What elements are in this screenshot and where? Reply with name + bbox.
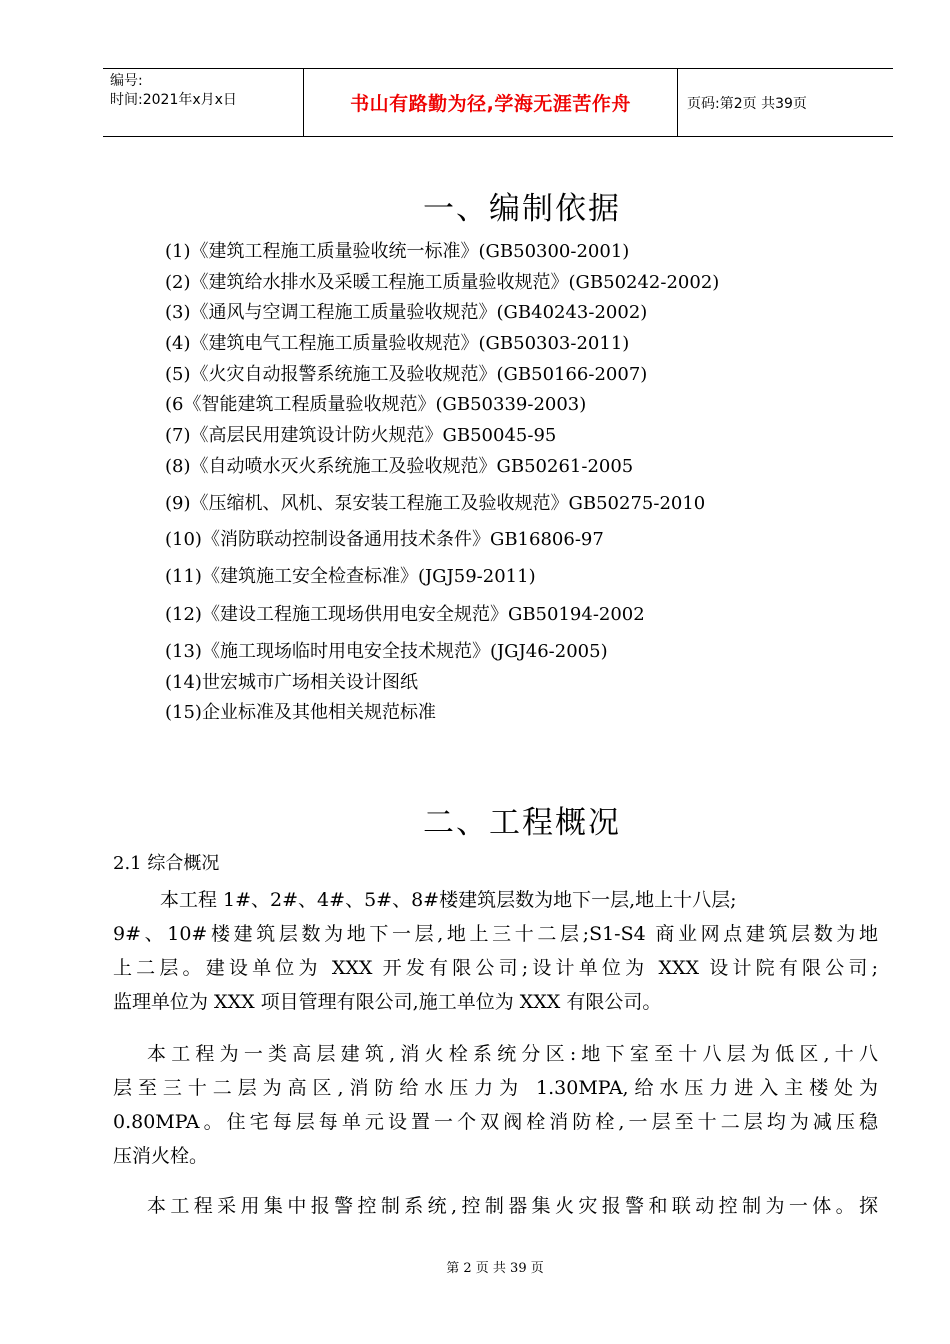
reference-item: (2)《建筑给水排水及采暖工程施工质量验收规范》(GB50242-2002) xyxy=(165,272,720,293)
paragraph-line: 层至三十二层为高区,消防给水压力为 1.30MPA,给水压力进入主楼处为 xyxy=(113,1077,878,1099)
paragraph-line: 0.80MPA。住宅每层每单元设置一个双阀栓消防栓,一层至十二层均为减压稳 xyxy=(113,1111,878,1133)
reference-item: (3)《通风与空调工程施工质量验收规范》(GB40243-2002) xyxy=(165,302,648,323)
paragraph-line: 本工程为一类高层建筑,消火栓系统分区:地下室至十八层为低区,十八 xyxy=(147,1043,878,1065)
paragraph-line: 监理单位为 XXX 项目管理有限公司,施工单位为 XXX 有限公司。 xyxy=(113,991,662,1013)
header-page-cell xyxy=(678,69,893,136)
section2-subtitle: 2.1 综合概况 xyxy=(113,853,220,874)
overview-paragraph-2 xyxy=(113,1037,878,1173)
reference-item: (1)《建筑工程施工质量验收统一标准》(GB50300-2001) xyxy=(165,241,630,262)
section1-title: 一、编制依据 xyxy=(423,191,621,227)
reference-item: (4)《建筑电气工程施工质量验收规范》(GB50303-2011) xyxy=(165,333,630,354)
header-table xyxy=(103,68,893,137)
motto: 书山有路勤为径,学海无涯苦作舟 xyxy=(350,93,631,115)
paragraph-line: 压消火栓。 xyxy=(113,1145,209,1167)
paragraph-line: 上二层。建设单位为 XXX 开发有限公司;设计单位为 XXX 设计院有限公司; xyxy=(113,957,878,979)
reference-item: (6《智能建筑工程质量验收规范》(GB50339-2003) xyxy=(165,394,587,415)
paragraph-line: 本工程 1#、2#、4#、5#、8#楼建筑层数为地下一层,地上十八层; xyxy=(160,889,737,911)
reference-item: (9)《压缩机、风机、泵安装工程施工及验收规范》GB50275-2010 xyxy=(165,493,706,514)
reference-item: (11)《建筑施工安全检查标准》(JGJ59-2011) xyxy=(165,566,536,587)
reference-item: (10)《消防联动控制设备通用技术条件》GB16806-97 xyxy=(165,529,604,550)
time-label: 时间:2021年x月x日 xyxy=(110,92,237,108)
number-label: 编号: xyxy=(110,73,143,89)
paragraph-line: 9#、10#楼建筑层数为地下一层,地上三十二层;S1-S4 商业网点建筑层数为地 xyxy=(113,923,878,945)
reference-item: (14)世宏城市广场相关设计图纸 xyxy=(165,672,418,693)
header-motto-cell xyxy=(304,69,678,136)
overview-paragraph-1 xyxy=(113,883,878,1019)
reference-item: (15)企业标准及其他相关规范标准 xyxy=(165,702,436,723)
header-left-cell xyxy=(103,69,304,136)
reference-item: (7)《高层民用建筑设计防火规范》GB50045-95 xyxy=(165,425,557,446)
page-footer: 第 2 页 共 39 页 xyxy=(446,1261,544,1276)
page-label: 页码:第2页 共39页 xyxy=(687,95,807,112)
paragraph-line: 本工程采用集中报警控制系统,控制器集火灾报警和联动控制为一体。探 xyxy=(147,1195,878,1217)
reference-item: (5)《火灾自动报警系统施工及验收规范》(GB50166-2007) xyxy=(165,364,648,385)
reference-item: (8)《自动喷水灭火系统施工及验收规范》GB50261-2005 xyxy=(165,456,634,477)
reference-item: (12)《建设工程施工现场供用电安全规范》GB50194-2002 xyxy=(165,604,645,625)
overview-paragraph-3 xyxy=(113,1189,878,1223)
reference-item: (13)《施工现场临时用电安全技术规范》(JGJ46-2005) xyxy=(165,641,608,662)
section2-title: 二、工程概况 xyxy=(423,805,621,841)
